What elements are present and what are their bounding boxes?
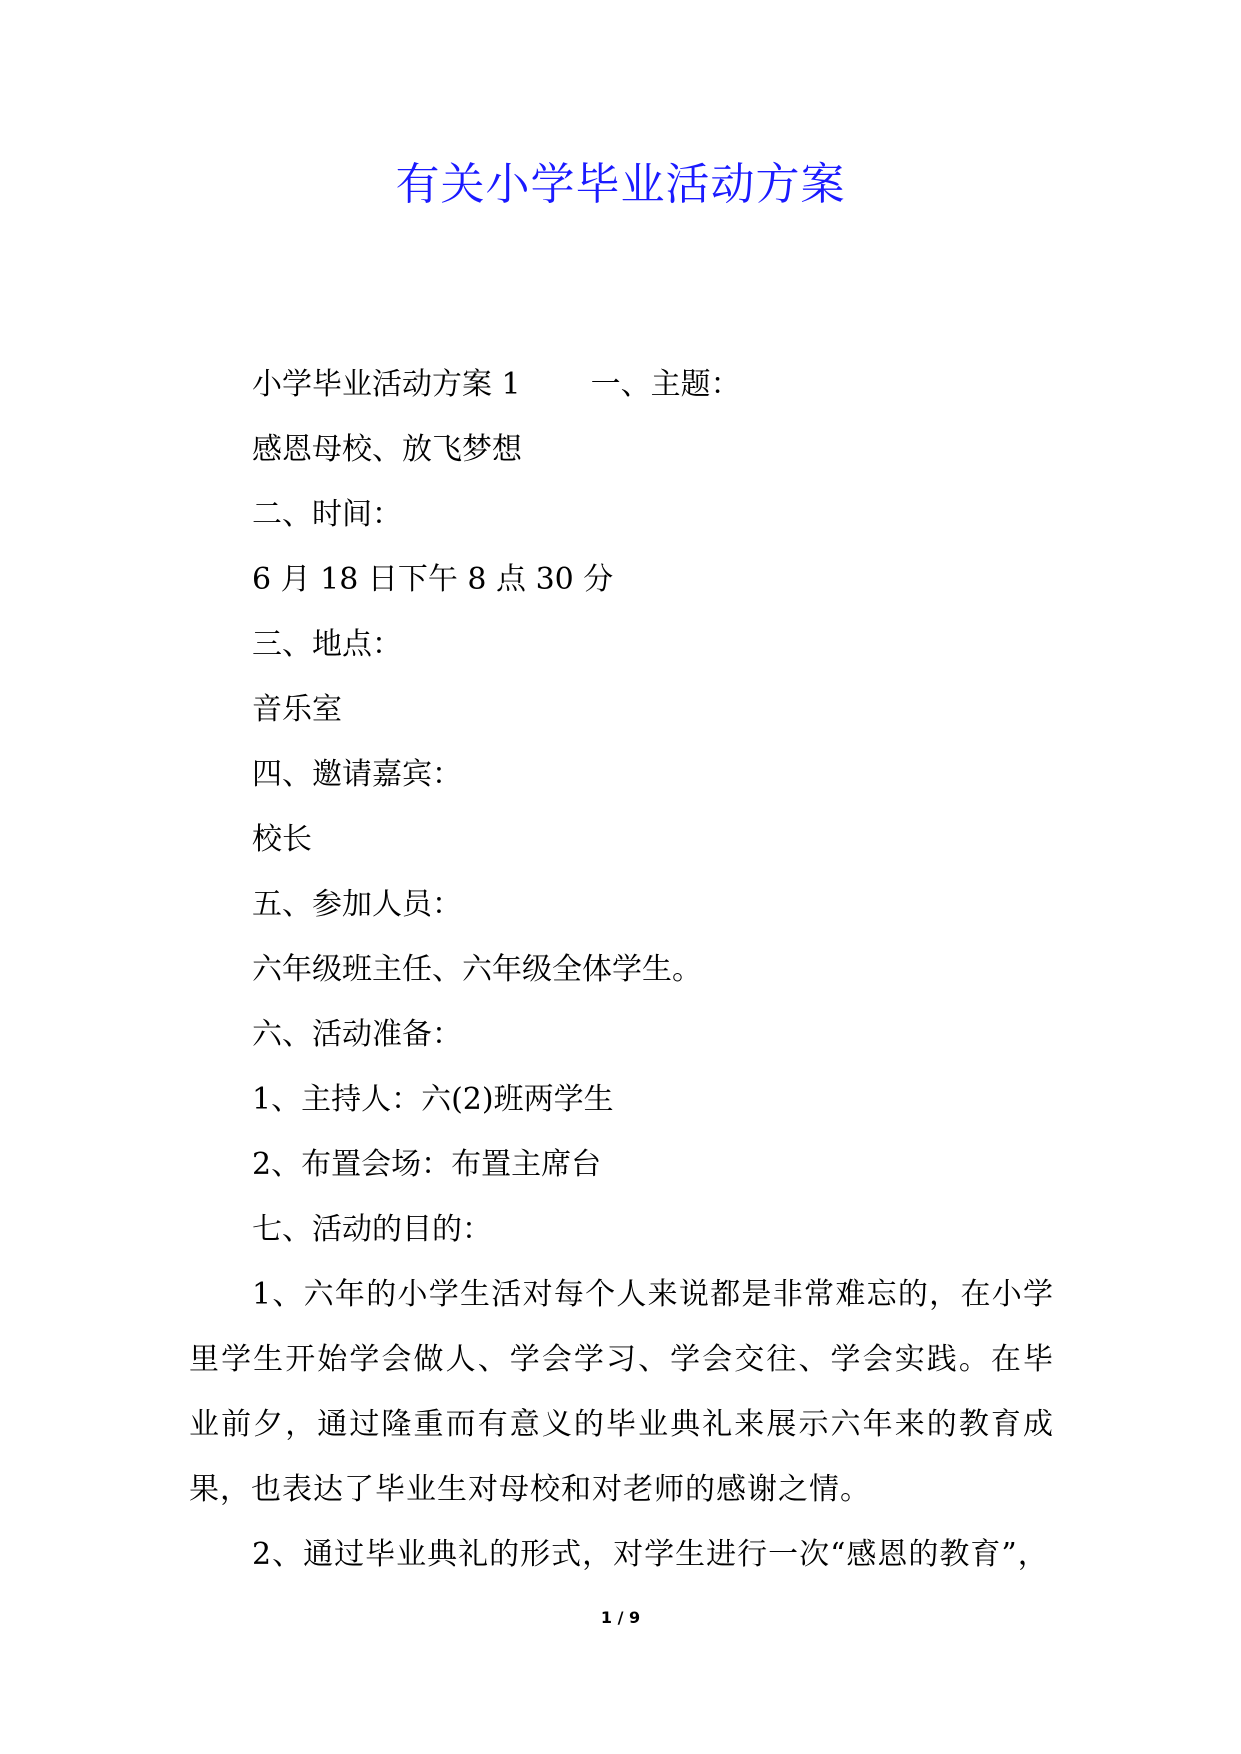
body-paragraph: 2、通过毕业典礼的形式，对学生进行一次“感恩的教育”，	[252, 1537, 1049, 1572]
document-body	[189, 352, 1054, 1587]
body-line: 二、时间：	[252, 497, 402, 532]
body-line: 6 月 18 日下午 8 点 30 分	[252, 562, 614, 597]
body-line: 音乐室	[252, 692, 342, 727]
body-line	[189, 352, 1054, 417]
body-line: 五、参加人员：	[252, 887, 462, 922]
body-line: 1、主持人：六(2)班两学生	[252, 1082, 614, 1117]
page-number: 1 / 9	[600, 1608, 641, 1627]
body-line: 四、邀请嘉宾：	[252, 757, 462, 792]
body-line: 六年级班主任、六年级全体学生。	[252, 952, 702, 987]
body-line: 六、活动准备：	[252, 1017, 462, 1052]
body-line: 七、活动的目的：	[252, 1212, 492, 1247]
body-line: 校长	[252, 822, 312, 857]
plan-heading: 小学毕业活动方案 1	[252, 367, 521, 402]
body-line: 感恩母校、放飞梦想	[252, 432, 522, 467]
document-title: 有关小学毕业活动方案	[395, 159, 846, 210]
section-heading-theme: 一、主题：	[590, 367, 741, 402]
body-paragraph: 1、六年的小学生活对每个人来说都是非常难忘的，在小学里学生开始学会做人、学会学习、学会交往、学会实践。在毕业前夕，通过隆重而有意义的毕业典礼来展示六年来的教育成果，也表达了毕业生对母校和对老师的感谢之情。	[189, 1277, 1054, 1507]
body-line: 三、地点：	[252, 627, 402, 662]
body-line: 2、布置会场：布置主席台	[252, 1147, 602, 1182]
